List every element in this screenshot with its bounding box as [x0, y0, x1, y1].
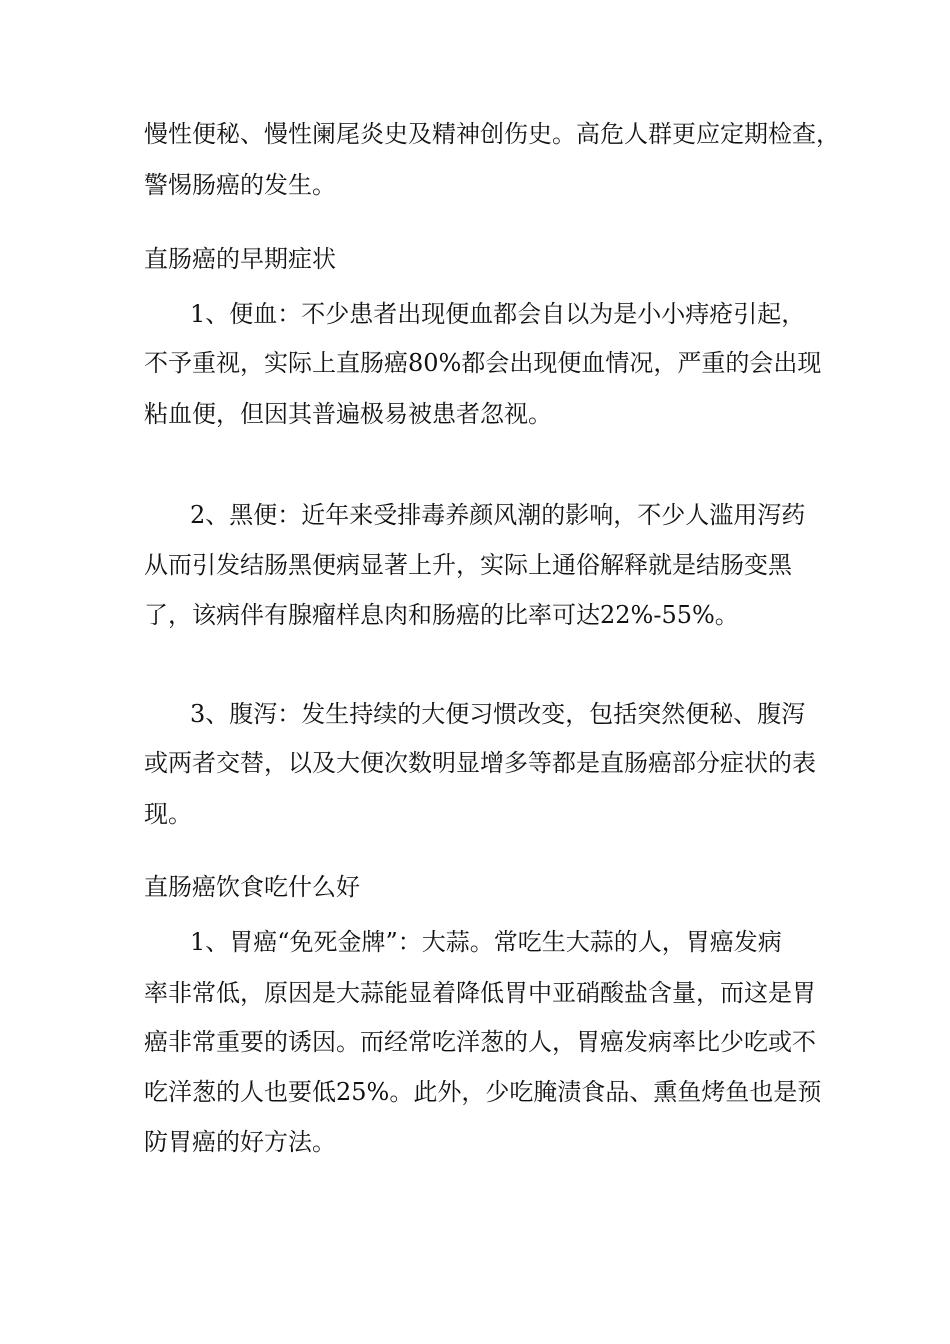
symptom-3-line-2: 或两者交替，以及大便次数明显增多等都是直肠癌部分症状的表	[144, 749, 816, 777]
diet-1-line-4: 吃洋葱的人也要低25%。此外，少吃腌渍食品、熏鱼烤鱼也是预	[144, 1078, 822, 1106]
symptom-3-line-1: 3、腹泻：发生持续的大便习惯改变，包括突然便秘、腹泻	[190, 700, 806, 728]
diet-1-line-1: 1、胃癌“免死金牌”：大蒜。常吃生大蒜的人，胃癌发病	[190, 928, 782, 956]
symptom-1-line-2: 不予重视，实际上直肠癌80%都会出现便血情况，严重的会出现	[144, 349, 822, 377]
symptom-2-line-2: 从而引发结肠黑便病显著上升，实际上通俗解释就是结肠变黑	[144, 551, 792, 579]
section-heading-early-symptoms: 直肠癌的早期症状	[144, 245, 336, 273]
intro-line-2: 警惕肠癌的发生。	[144, 171, 336, 199]
symptom-2-line-3: 了，该病伴有腺瘤样息肉和肠癌的比率可达22%-55%。	[144, 601, 739, 629]
section-heading-diet: 直肠癌饮食吃什么好	[144, 873, 360, 901]
symptom-3-line-3: 现。	[144, 800, 192, 828]
diet-1-line-5: 防胃癌的好方法。	[144, 1128, 336, 1156]
intro-line-1: 慢性便秘、慢性阑尾炎史及精神创伤史。高危人群更应定期检查，	[144, 120, 840, 148]
diet-1-line-3: 癌非常重要的诱因。而经常吃洋葱的人，胃癌发病率比少吃或不	[144, 1028, 816, 1056]
diet-1-line-2: 率非常低，原因是大蒜能显着降低胃中亚硝酸盐含量，而这是胃	[144, 979, 816, 1007]
symptom-2-line-1: 2、黑便：近年来受排毒养颜风潮的影响，不少人滥用泻药	[190, 501, 806, 529]
symptom-1-line-1: 1、便血：不少患者出现便血都会自以为是小小痔疮引起，	[190, 300, 806, 328]
symptom-1-line-3: 粘血便，但因其普遍极易被患者忽视。	[144, 400, 552, 428]
